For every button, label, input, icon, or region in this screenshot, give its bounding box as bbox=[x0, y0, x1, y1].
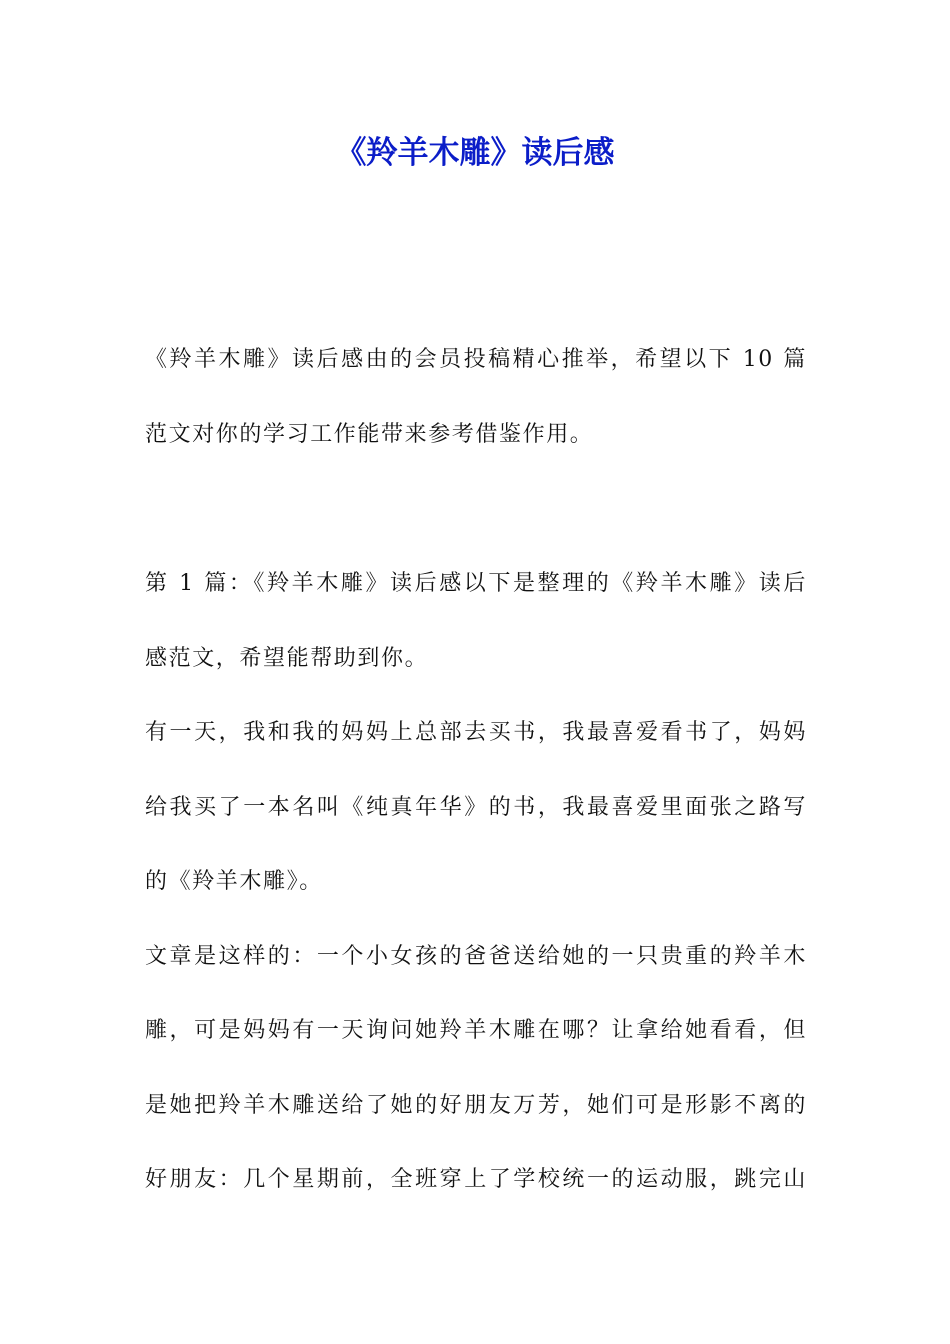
document-title: 《羚羊木雕》读后感 bbox=[335, 135, 615, 171]
paragraph-line: 的《羚羊木雕》。 bbox=[145, 869, 323, 894]
paragraph-line: 感范文，希望能帮助到你。 bbox=[145, 646, 429, 671]
paragraph-line: 雕，可是妈妈有一天询问她羚羊木雕在哪？让拿给她看看，但 bbox=[145, 1018, 807, 1043]
paragraph-line: 有一天，我和我的妈妈上总部去买书，我最喜爱看书了，妈妈 bbox=[145, 720, 807, 745]
paragraph-line: 第 1 篇：《羚羊木雕》读后感以下是整理的《羚羊木雕》读后 bbox=[145, 571, 807, 596]
paragraph-line: 范文对你的学习工作能带来参考借鉴作用。 bbox=[145, 422, 594, 447]
paragraph-line: 《羚羊木雕》读后感由的会员投稿精心推举，希望以下 10 篇 bbox=[145, 347, 807, 372]
paragraph-line: 给我买了一本名叫《纯真年华》的书，我最喜爱里面张之路写 bbox=[145, 795, 807, 820]
paragraph-line: 好朋友：几个星期前，全班穿上了学校统一的运动服，跳完山 bbox=[145, 1167, 807, 1192]
paragraph-line: 文章是这样的：一个小女孩的爸爸送给她的一只贵重的羚羊木 bbox=[145, 944, 807, 969]
paragraph-line: 是她把羚羊木雕送给了她的好朋友万芳，她们可是形影不离的 bbox=[145, 1093, 807, 1118]
